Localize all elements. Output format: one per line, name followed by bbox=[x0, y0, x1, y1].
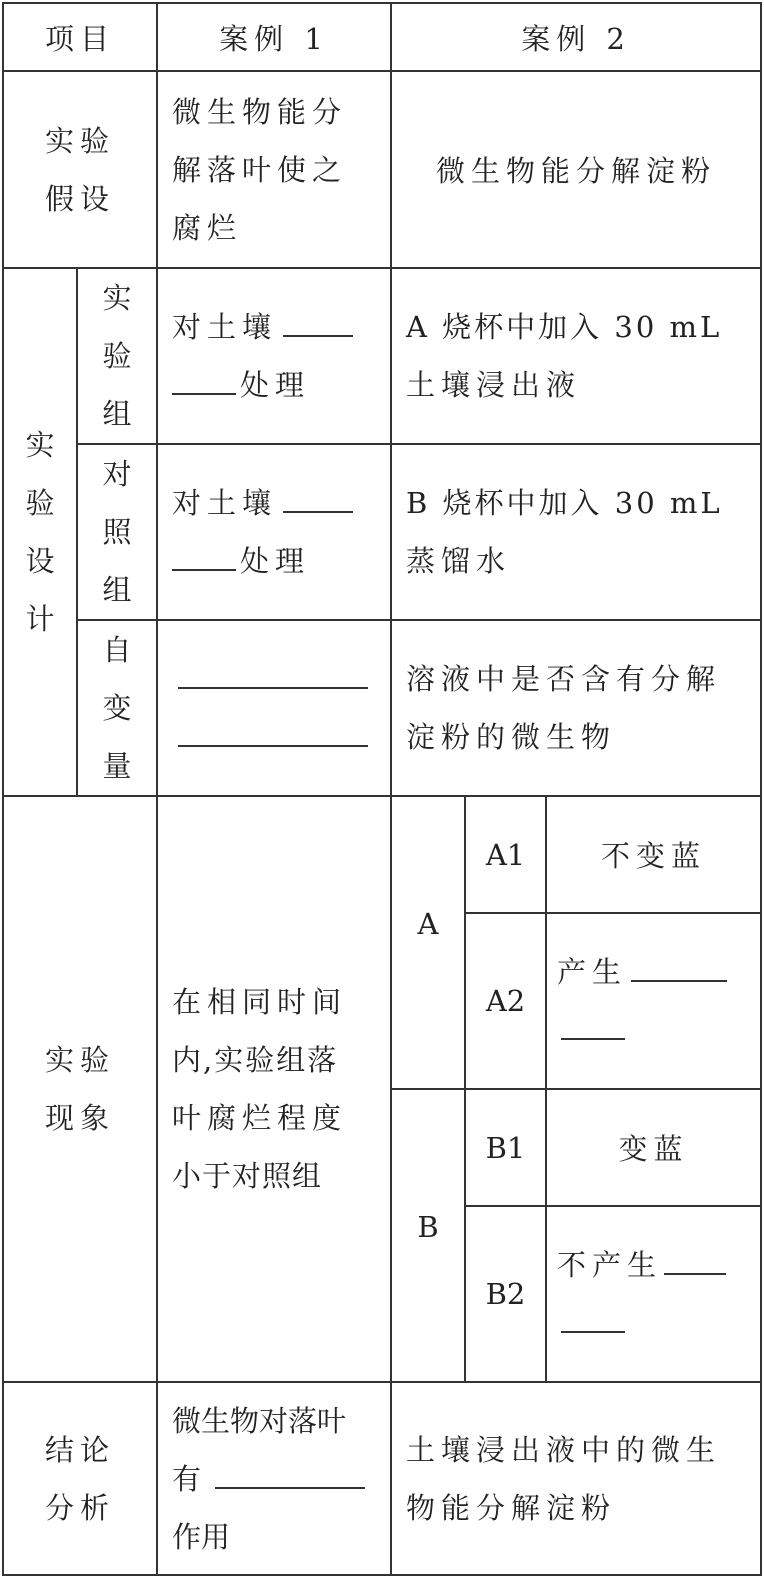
variable-char1: 自 bbox=[102, 633, 132, 667]
phenomenon-label-line2: 现象 bbox=[45, 1101, 116, 1135]
exp-group-char3: 组 bbox=[102, 397, 132, 431]
hypothesis-case1-line3: 腐烂 bbox=[172, 210, 243, 245]
control-group-blank-b bbox=[172, 568, 236, 571]
variable-char2: 变 bbox=[102, 691, 132, 725]
control-group-case1 bbox=[157, 444, 391, 620]
variable-label bbox=[77, 620, 157, 796]
control-group-case1-text1: 对土壤 bbox=[172, 486, 278, 520]
phenomenon-case1-line2: 内,实验组落 bbox=[172, 1043, 339, 1077]
conclusion-case1-line2: 有 bbox=[172, 1461, 202, 1496]
hypothesis-label bbox=[3, 71, 157, 268]
b2-label: B2 bbox=[465, 1206, 546, 1382]
variable-blank-b bbox=[178, 744, 368, 747]
exp-group-case1 bbox=[157, 268, 391, 444]
b1-label: B1 bbox=[465, 1089, 546, 1206]
exp-group-case2 bbox=[391, 268, 761, 444]
variable-blank-a bbox=[178, 686, 368, 689]
design-variable-row bbox=[3, 620, 761, 796]
b2-result bbox=[546, 1206, 761, 1382]
design-label-char4: 计 bbox=[25, 602, 55, 636]
a2-blank-a bbox=[631, 979, 727, 982]
design-label bbox=[3, 268, 77, 796]
design-label-char3: 设 bbox=[25, 544, 55, 578]
exp-group-label bbox=[77, 268, 157, 444]
a1-result: 不变蓝 bbox=[546, 796, 761, 913]
conclusion-row bbox=[3, 1382, 761, 1575]
conclusion-label-line2: 分析 bbox=[45, 1490, 116, 1525]
conclusion-case1-line1: 微生物对落叶 bbox=[172, 1403, 347, 1438]
phenomenon-label-line1: 实验 bbox=[45, 1043, 116, 1077]
conclusion-case1-line3: 作用 bbox=[172, 1519, 231, 1554]
phenomenon-label bbox=[3, 796, 157, 1382]
header-item: 项目 bbox=[3, 3, 157, 71]
a2-blank-b bbox=[561, 1037, 625, 1040]
exp-group-char1: 实 bbox=[102, 281, 132, 315]
control-group-char2: 照 bbox=[102, 515, 132, 549]
hypothesis-case1-line1: 微生物能分 bbox=[172, 94, 348, 129]
a2-result bbox=[546, 913, 761, 1089]
variable-case1 bbox=[157, 620, 391, 796]
experiment-comparison-table bbox=[2, 2, 762, 1576]
variable-case2-line1: 溶液中是否含有分解 bbox=[406, 662, 722, 696]
control-group-label bbox=[77, 444, 157, 620]
conclusion-case2-line2: 物能分解淀粉 bbox=[406, 1490, 617, 1525]
conclusion-case1 bbox=[157, 1382, 391, 1575]
control-group-case1-text2: 处理 bbox=[240, 544, 311, 578]
exp-group-blank-b bbox=[172, 392, 236, 395]
control-group-case2-line2: 蒸馏水 bbox=[406, 544, 512, 578]
beaker-a-label: A bbox=[391, 796, 465, 1089]
variable-case2-line2: 淀粉的微生物 bbox=[406, 720, 617, 754]
hypothesis-label-line2: 假设 bbox=[45, 181, 116, 216]
hypothesis-case2: 微生物能分解淀粉 bbox=[391, 71, 761, 268]
hypothesis-row bbox=[3, 71, 761, 268]
control-group-case2-line1: B 烧杯中加入 30 mL bbox=[406, 486, 723, 520]
control-group-blank-a bbox=[283, 510, 353, 513]
variable-case2 bbox=[391, 620, 761, 796]
phenomenon-case1-line4: 小于对照组 bbox=[172, 1159, 323, 1193]
header-case2: 案例 2 bbox=[391, 3, 761, 71]
conclusion-case2-line1: 土壤浸出液中的微生 bbox=[406, 1432, 722, 1467]
exp-group-case2-line2: 土壤浸出液 bbox=[406, 368, 582, 402]
design-control-row bbox=[3, 444, 761, 620]
phenomenon-case1 bbox=[157, 796, 391, 1382]
conclusion-label-line1: 结论 bbox=[45, 1432, 116, 1467]
a2-result-text: 产生 bbox=[557, 955, 628, 989]
control-group-char3: 组 bbox=[102, 573, 132, 607]
exp-group-case1-text1: 对土壤 bbox=[172, 310, 278, 344]
hypothesis-case1 bbox=[157, 71, 391, 268]
control-group-case2 bbox=[391, 444, 761, 620]
b2-result-text: 不产生 bbox=[557, 1248, 663, 1282]
exp-group-char2: 验 bbox=[102, 339, 132, 373]
design-label-char1: 实 bbox=[25, 428, 55, 462]
control-group-char1: 对 bbox=[102, 457, 132, 491]
conclusion-label bbox=[3, 1382, 157, 1575]
variable-char3: 量 bbox=[102, 749, 132, 783]
design-exp-row bbox=[3, 268, 761, 444]
phenomenon-case1-line3: 叶腐烂程度 bbox=[172, 1101, 348, 1135]
hypothesis-label-line1: 实验 bbox=[45, 123, 116, 158]
exp-group-case1-text2: 处理 bbox=[240, 368, 311, 402]
exp-group-case2-line1: A 烧杯中加入 30 mL bbox=[406, 310, 723, 344]
a2-label: A2 bbox=[465, 913, 546, 1089]
conclusion-case2 bbox=[391, 1382, 761, 1575]
b2-blank-b bbox=[561, 1330, 625, 1333]
design-label-char2: 验 bbox=[25, 486, 55, 520]
a1-label: A1 bbox=[465, 796, 546, 913]
phenomenon-a1-row bbox=[3, 796, 761, 913]
header-case1: 案例 1 bbox=[157, 3, 391, 71]
beaker-b-label: B bbox=[391, 1089, 465, 1382]
conclusion-blank bbox=[215, 1486, 365, 1489]
header-row bbox=[3, 3, 761, 71]
hypothesis-case1-line2: 解落叶使之 bbox=[172, 152, 348, 187]
phenomenon-case1-line1: 在相同时间 bbox=[172, 985, 348, 1019]
exp-group-blank-a bbox=[283, 334, 353, 337]
b1-result: 变蓝 bbox=[546, 1089, 761, 1206]
b2-blank-a bbox=[664, 1272, 726, 1275]
